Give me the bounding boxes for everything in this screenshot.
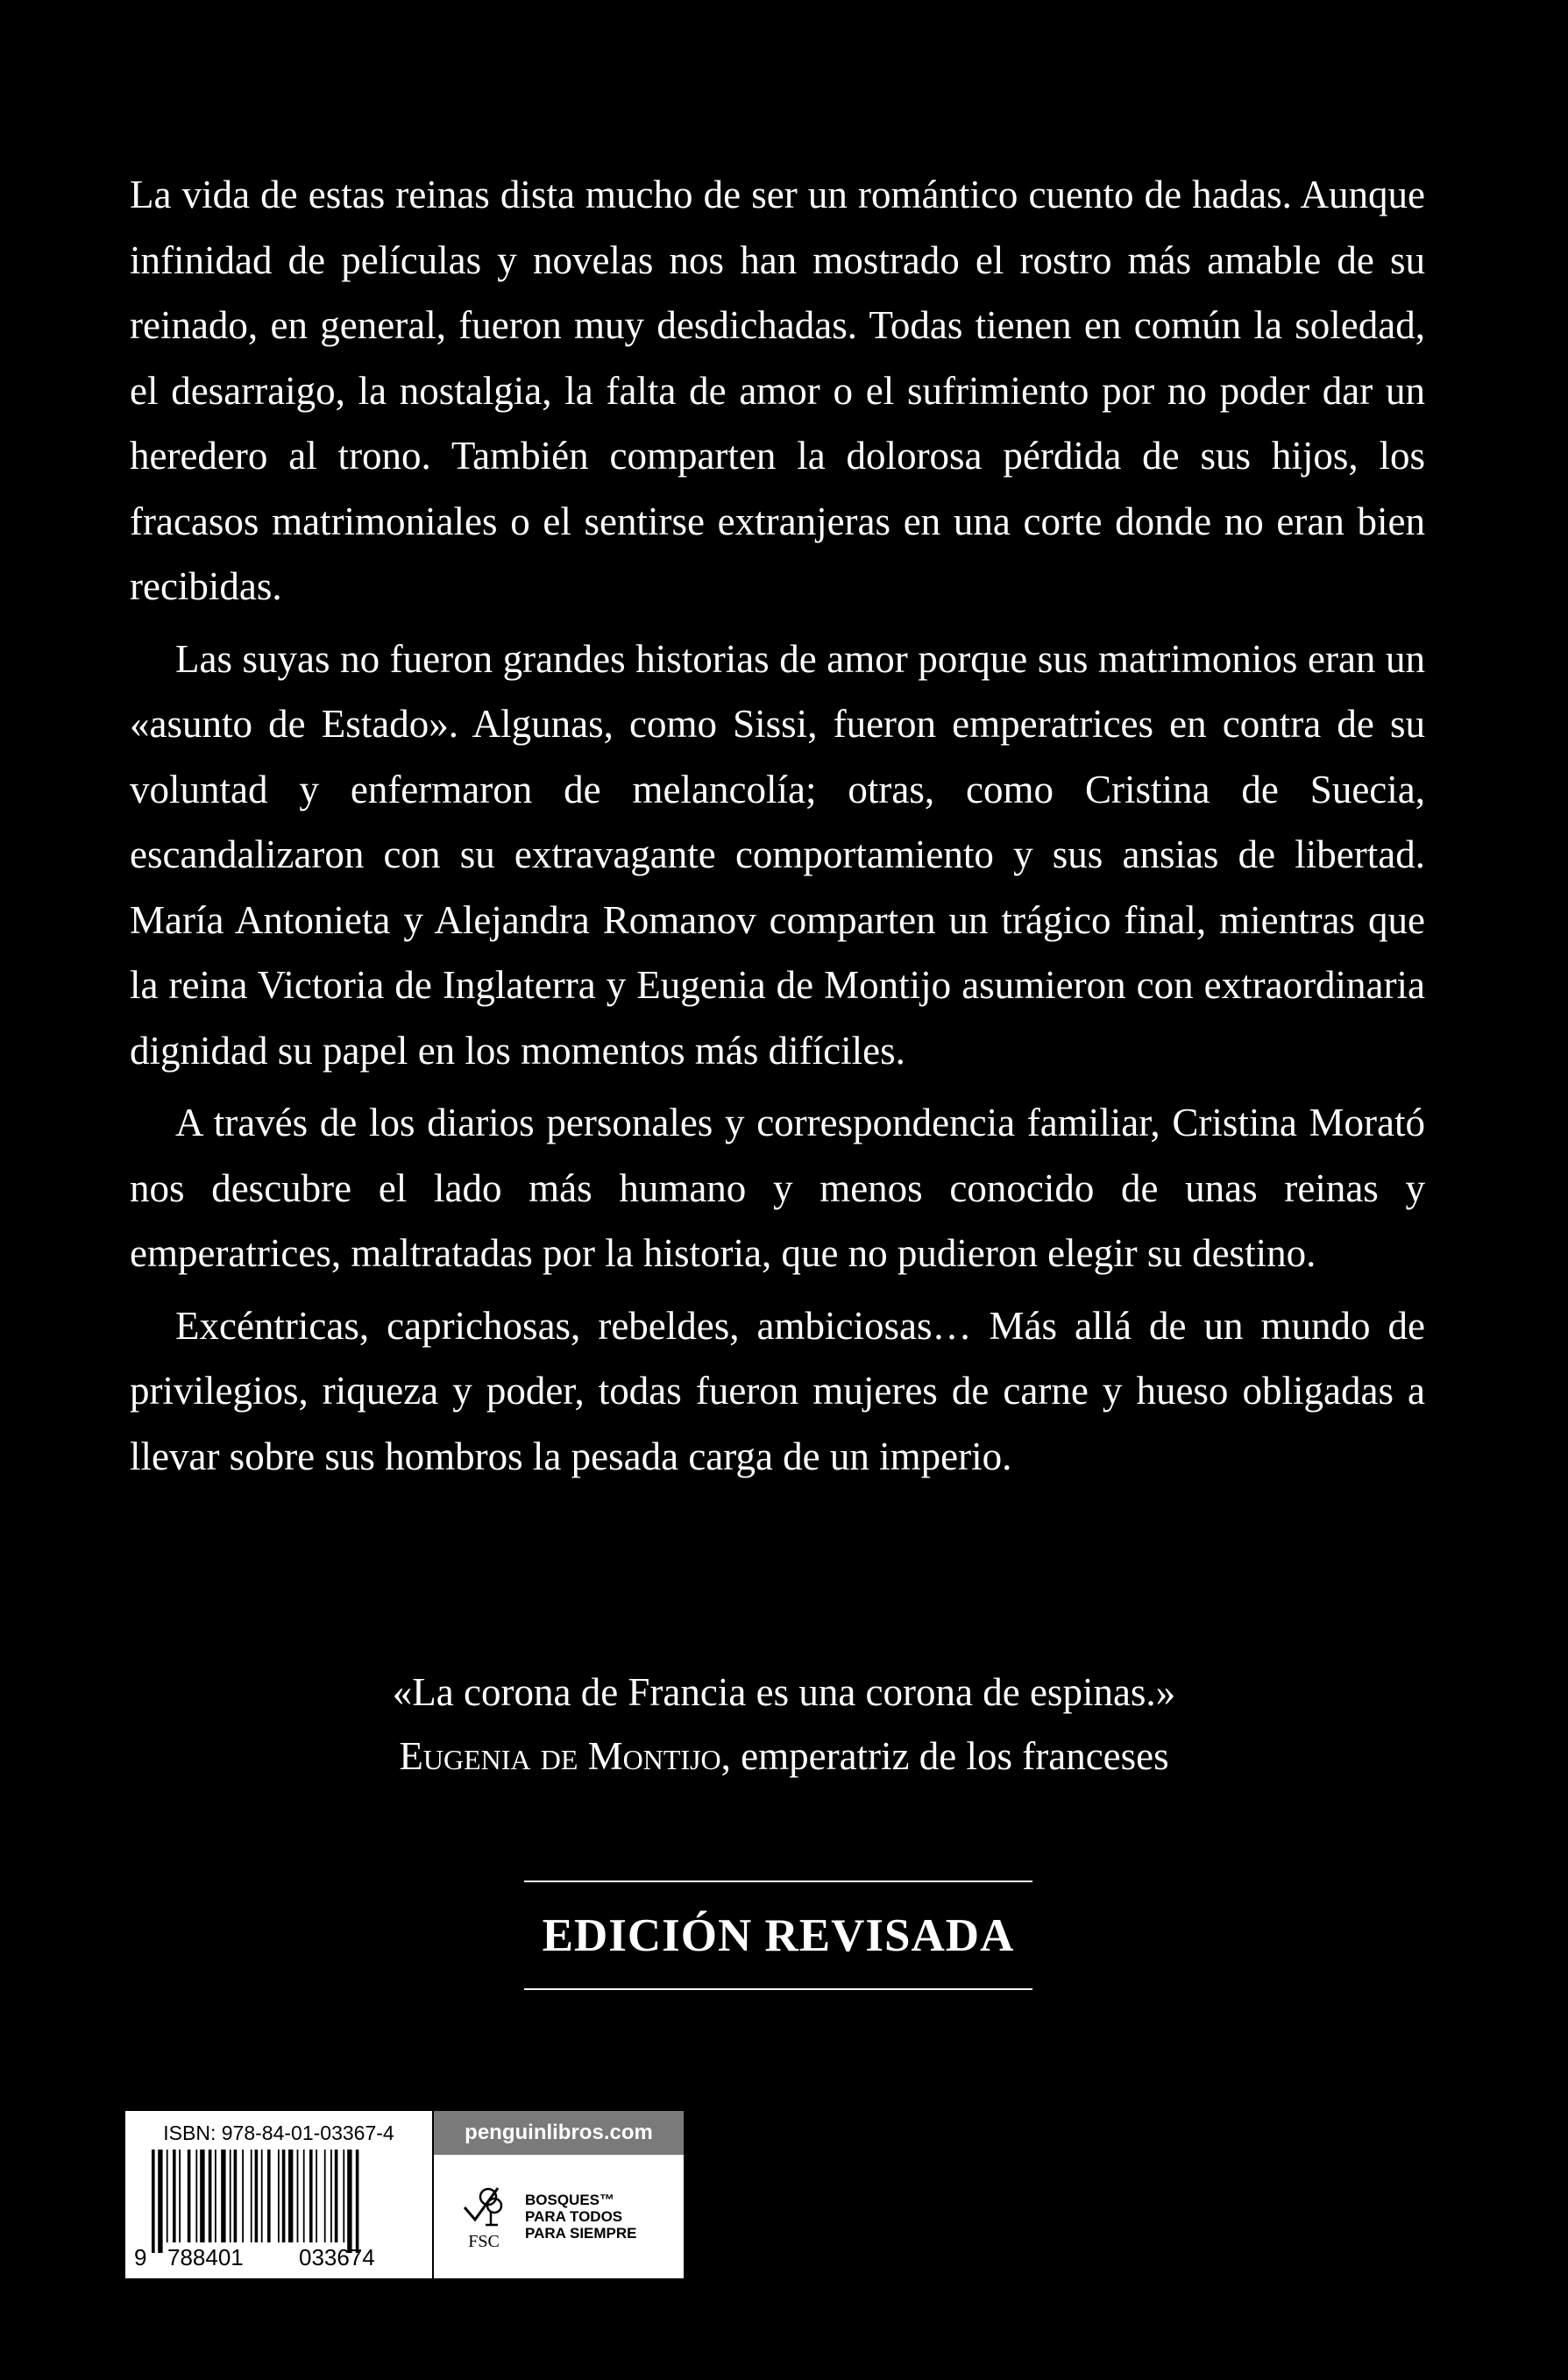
barcode-bar — [347, 2150, 351, 2253]
barcode-bar — [230, 2150, 231, 2242]
barcode-bar — [242, 2150, 244, 2242]
barcode-bar — [356, 2150, 359, 2253]
quote-author-name: Eugenia de Montijo — [399, 1734, 721, 1778]
blurb-paragraph: La vida de estas reinas dista mucho de ser un romántico cuento de hadas. Aunque infinidad de películas y novelas nos han mostrado el rostro más amable de su reinado, en general, fueron muy desdichadas. Todas tienen en común la soledad, el desarraigo, la nostalgia, la falta de amor o el sufrimiento por no poder dar un heredero al trono. También comparten la dolorosa pérdida de sus hijos, los fracasos matrimoniales o el sentirse extranjeras en una corte donde no eran bien recibidas. — [130, 173, 1425, 608]
fsc-slogan-line: PARA TODOS — [525, 2208, 623, 2225]
quote-text: «La corona de Francia es una corona de espinas.» — [392, 1670, 1176, 1714]
barcode-bar — [278, 2150, 280, 2242]
isbn-barcode — [125, 2111, 434, 2278]
barcode-bar — [152, 2150, 155, 2253]
fsc-tree-check-icon — [459, 2181, 508, 2230]
barcode-bar — [309, 2150, 313, 2242]
barcode-bar — [234, 2150, 238, 2242]
barcode-digits: 033674 — [299, 2244, 375, 2270]
barcode-bar — [221, 2150, 225, 2242]
quote-attribution — [0, 1725, 1568, 1789]
barcode-bar — [195, 2150, 197, 2242]
epigraph-quote — [0, 1661, 1568, 1789]
barcode-bar — [200, 2150, 204, 2242]
fsc-logo-text: FSC — [468, 2232, 500, 2251]
barcode-bar — [179, 2150, 181, 2242]
barcode-bar — [316, 2150, 317, 2242]
barcode-bar — [288, 2150, 293, 2242]
barcode-bar — [303, 2150, 305, 2242]
fsc-slogan-line: PARA SIEMPRE — [525, 2225, 637, 2242]
barcode-bar — [335, 2150, 338, 2242]
fsc-slogan — [525, 2192, 637, 2242]
barcode-bar — [261, 2150, 263, 2242]
isbn-label: ISBN: 978-84-01-03367-4 — [163, 2121, 394, 2144]
quote-author-title: , emperatriz de los franceses — [720, 1734, 1169, 1778]
barcode-bar — [251, 2150, 252, 2242]
barcode-graphic — [132, 2150, 425, 2272]
barcode-bar — [173, 2150, 176, 2242]
fsc-logo — [455, 2181, 513, 2252]
barcode-bar — [209, 2150, 212, 2242]
barcode-bar — [330, 2150, 332, 2242]
barcode-panel — [125, 2111, 684, 2278]
publisher-website: penguinlibros.com — [434, 2111, 684, 2155]
blurb-paragraph: A través de los diarios personales y correspondencia familiar, Cristina Morató nos descubre el lado más humano y menos conocido de unas reinas y emperatrices, maltratadas por la historia, que no pudieron elegir su destino. — [130, 1101, 1425, 1275]
barcode-bar — [158, 2150, 162, 2253]
fsc-certification — [434, 2155, 684, 2278]
barcode-bar — [297, 2150, 299, 2242]
back-cover-blurb — [130, 162, 1425, 1496]
barcode-digits: 788401 — [167, 2244, 244, 2270]
barcode-bar — [188, 2150, 191, 2242]
barcode-digits: 9 — [134, 2244, 147, 2270]
barcode-bar — [255, 2150, 259, 2242]
barcode-bar — [282, 2150, 286, 2242]
barcode-bar — [167, 2150, 168, 2242]
blurb-paragraph: Excéntricas, caprichosas, rebeldes, ambiciosas… Más allá de un mundo de privilegios, riqueza y poder, todas fueron mujeres de carne y hueso obligadas a llevar sobre sus hombros la pesada carga de un imperio. — [130, 1303, 1425, 1478]
edition-label: EDICIÓN REVISADA — [542, 1909, 1015, 1961]
blurb-paragraph: Las suyas no fueron grandes historias de amor porque sus matrimonios eran un «asunto de Estado». Algunas, como Sissi, fueron emperatrices en contra de su voluntad y enfermaron de melancolía; otras, como Cristina de Suecia, escandalizaron con su extravagante comportamiento y sus ansias de libertad. María Antonieta y Alejandra Romanov comparten un trágico final, mientras que la reina Victoria de Inglaterra y Eugenia de Montijo asumieron con extraordinaria dignidad su papel en los momentos más difíciles. — [130, 636, 1425, 1073]
edition-banner — [524, 1881, 1032, 1990]
barcode-bar — [267, 2150, 271, 2242]
barcode-bar — [215, 2150, 216, 2242]
barcode-bar — [324, 2150, 326, 2242]
publisher-panel — [434, 2111, 684, 2278]
barcode-bar — [343, 2150, 344, 2242]
fsc-slogan-line: BOSQUES™ — [525, 2192, 615, 2208]
